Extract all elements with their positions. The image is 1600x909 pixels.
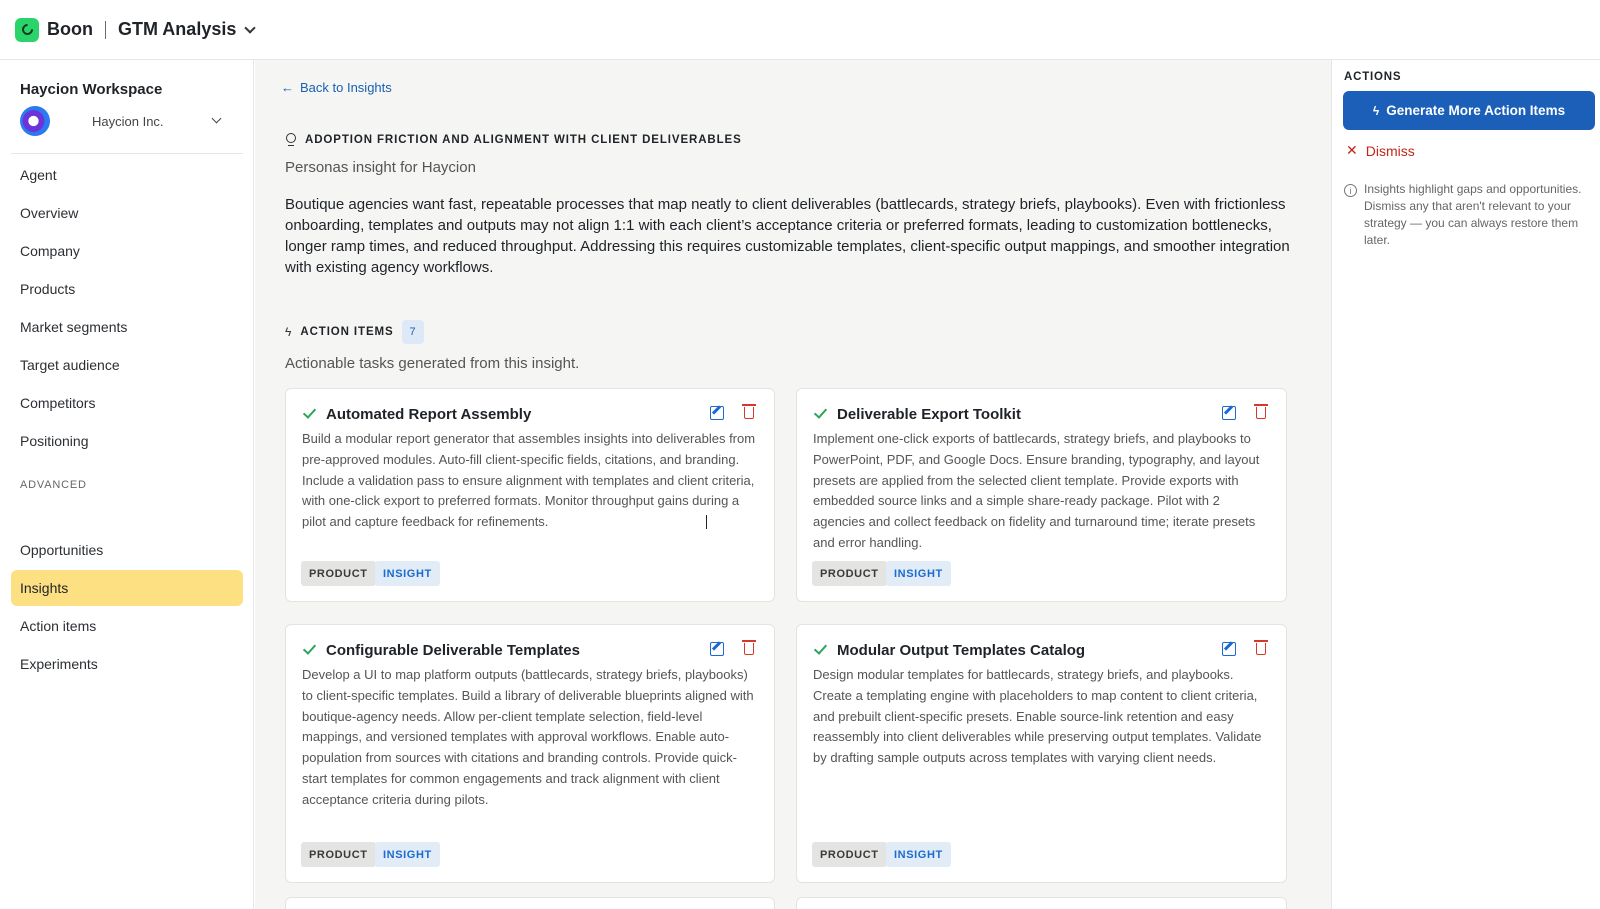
project-title[interactable]: GTM Analysis: [117, 19, 237, 39]
sidebar-item-opportunities[interactable]: Opportunities: [20, 542, 104, 558]
text-cursor-icon: [706, 515, 712, 529]
sidebar-nav: [11, 157, 243, 461]
close-icon: ✕: [1346, 142, 1358, 158]
sidebar-item-overview[interactable]: Overview: [20, 205, 79, 221]
card-description: Design modular templates for battlecards, strategy briefs, and playbooks. Create a templating engine with placeholders to map content to client criteria, and prebuilt client-specific presets. Enable source-link retention and easy reassembly into client deliverables while preserving output templates. Validate by drafting sample outputs across templates with varying client needs.: [813, 667, 1262, 766]
actions-heading: ACTIONS: [1344, 71, 1402, 83]
tag-product: PRODUCT: [812, 842, 887, 867]
action-item-card[interactable]: [796, 624, 1287, 883]
tag-insight: INSIGHT: [886, 842, 951, 867]
tag-product: PRODUCT: [812, 561, 887, 586]
insight-title: ADOPTION FRICTION AND ALIGNMENT WITH CLIENT DELIVERABLES: [305, 134, 742, 146]
info-text: Insights highlight gaps and opportunities. Dismiss any that aren't relevant to your strategy — you can always restore them later.: [1364, 182, 1582, 247]
trash-icon[interactable]: [1256, 407, 1266, 419]
bolt-icon: ϟ: [285, 325, 292, 339]
sidebar-section-advanced: ADVANCED: [20, 479, 87, 491]
sidebar: [0, 60, 254, 909]
back-to-insights-link[interactable]: [281, 80, 392, 95]
dismiss-label: Dismiss: [1365, 142, 1415, 159]
chevron-down-icon[interactable]: [245, 22, 256, 33]
check-icon: [302, 406, 317, 421]
action-item-card[interactable]: [796, 897, 1287, 909]
sidebar-item-company[interactable]: Company: [20, 243, 80, 259]
insight-info-note: [1344, 181, 1589, 249]
sidebar-item-agent[interactable]: Agent: [20, 167, 57, 183]
chevron-down-icon: [212, 114, 222, 124]
lightbulb-icon: [285, 133, 297, 147]
generate-button-label: Generate More Action Items: [1386, 103, 1566, 118]
card-title: Modular Output Templates Catalog: [837, 642, 1086, 659]
workspace-switcher[interactable]: [20, 106, 246, 136]
edit-icon[interactable]: [1222, 642, 1236, 656]
edit-icon[interactable]: [710, 642, 724, 656]
check-icon: [813, 406, 828, 421]
action-item-card[interactable]: [285, 897, 775, 909]
title-separator: [105, 21, 106, 39]
tag-insight: INSIGHT: [886, 561, 951, 586]
card-description: Implement one-click exports of battlecards, strategy briefs, and playbooks to PowerPoint, PDF, and Google Docs. Ensure branding, typography, and layout presets are applied from the selected client template. Provide exports with embedded source links and a simple share-ready package. Pilot with 2 agencies and collect feedback on fidelity and turnaround time; iterate presets and error handling.: [813, 431, 1260, 550]
card-description: Develop a UI to map platform outputs (battlecards, strategy briefs, playbooks) to client-specific templates. Build a library of deliverable blueprints aligned with boutique-agency needs. Allow per-client template selection, field-level mappings, and versioned templates with approval workflows. Enable auto-population from sources with citations and branding controls. Provide quick-start templates for common engagements and track alignment with client acceptance criteria during pilots.: [302, 667, 754, 807]
sidebar-item-positioning[interactable]: Positioning: [20, 433, 89, 449]
card-title: Automated Report Assembly: [326, 406, 532, 423]
workspace-title: Haycion Workspace: [20, 81, 163, 98]
tag-product: PRODUCT: [301, 842, 376, 867]
arrow-left-icon: ←: [281, 80, 294, 95]
boon-logo-icon[interactable]: [15, 18, 39, 42]
bolt-icon: ϟ: [1372, 103, 1380, 118]
sidebar-advanced-nav: [11, 532, 243, 684]
trash-icon[interactable]: [744, 643, 754, 655]
dismiss-button[interactable]: [1346, 142, 1415, 159]
card-title: Deliverable Export Toolkit: [837, 406, 1021, 423]
check-icon: [302, 642, 317, 657]
sidebar-item-target-audience[interactable]: Target audience: [20, 357, 120, 373]
edit-icon[interactable]: [1222, 406, 1236, 420]
action-items-subtitle: Actionable tasks generated from this insight.: [285, 355, 580, 372]
check-icon: [813, 642, 828, 657]
action-item-card[interactable]: [796, 388, 1287, 602]
card-title: Configurable Deliverable Templates: [326, 642, 580, 659]
card-description: Build a modular report generator that assembles insights into deliverables from pre-approved modules. Auto-fill client-specific fields, citations, and branding. Include a validation pass to ensure alignment with templates and client criteria, with one-click export to preferred formats. Monitor throughput gains during a pilot and capture feedback for refinements.: [302, 431, 756, 530]
action-items-title: ACTION ITEMS: [300, 326, 394, 338]
sidebar-item-insights[interactable]: Insights: [11, 570, 243, 606]
generate-more-action-items-button[interactable]: [1343, 91, 1595, 130]
info-icon: i: [1344, 184, 1357, 197]
sidebar-item-products[interactable]: Products: [20, 281, 76, 297]
sidebar-divider: [11, 153, 243, 154]
back-link-label: Back to Insights: [300, 80, 392, 95]
action-item-card[interactable]: [285, 624, 775, 883]
tag-insight: INSIGHT: [375, 842, 440, 867]
sidebar-item-competitors[interactable]: Competitors: [20, 395, 96, 411]
sidebar-item-action-items[interactable]: Action items: [20, 618, 97, 634]
actions-panel: [1331, 60, 1600, 909]
main-content: [255, 60, 1331, 909]
action-items-header: [285, 320, 424, 344]
workspace-name: Haycion Inc.: [92, 113, 164, 129]
brand-name: Boon: [47, 19, 93, 39]
trash-icon[interactable]: [1256, 643, 1266, 655]
trash-icon[interactable]: [744, 407, 754, 419]
sidebar-item-market-segments[interactable]: Market segments: [20, 319, 128, 335]
top-bar: [0, 0, 1600, 60]
insight-body: Boutique agencies want fast, repeatable processes that map neatly to client deliverables (battlecards, strategy briefs, playbooks). Even with frictionless onboarding, templates and outputs may not align 1:1 with each client’s acceptance criteria or preferred formats, leading to customization bottlenecks, longer ramp times, and reduced throughput. Addressing this requires customizable templates, client-specific output mappings, and smoother integration with existing agency workflows.: [285, 196, 1290, 276]
sidebar-item-experiments[interactable]: Experiments: [20, 656, 98, 672]
tag-product: PRODUCT: [301, 561, 376, 586]
action-items-count-badge: 7: [402, 320, 424, 344]
insight-header: [285, 133, 742, 147]
action-item-card[interactable]: [285, 388, 775, 602]
workspace-avatar: [20, 106, 50, 136]
tag-insight: INSIGHT: [375, 561, 440, 586]
insight-subtitle: Personas insight for Haycion: [285, 159, 476, 176]
edit-icon[interactable]: [710, 406, 724, 420]
